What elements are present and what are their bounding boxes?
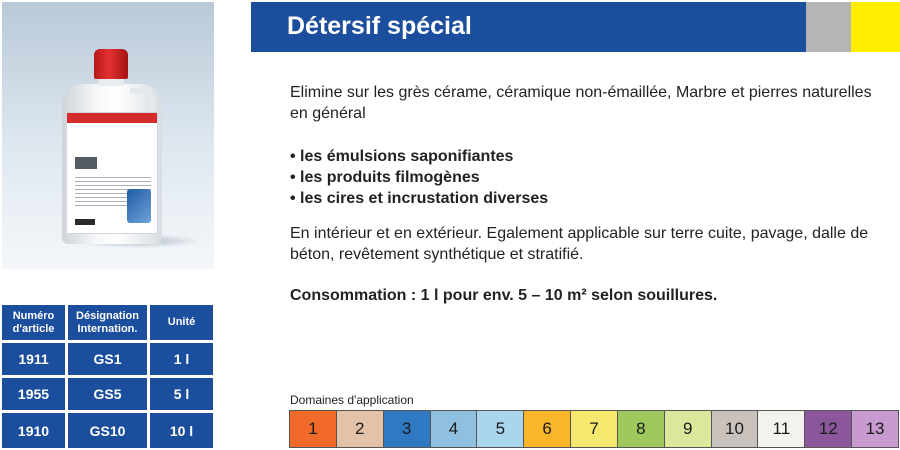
unit-cell: 10 l xyxy=(169,422,194,439)
unit-cell: 5 l xyxy=(150,378,213,413)
header-designation: Désignation Internation. xyxy=(68,305,150,343)
domain-cell-4: 4 xyxy=(431,411,478,447)
product-image xyxy=(2,2,214,269)
domain-cell-5: 5 xyxy=(477,411,524,447)
article-number-cell: 1955 xyxy=(2,378,68,413)
domain-cell-9: 9 xyxy=(665,411,712,447)
domain-cell-1: 1 xyxy=(290,411,337,447)
bottle-label xyxy=(66,112,158,234)
bottle-label-band xyxy=(67,113,157,123)
article-number-cell: 1911 xyxy=(2,343,68,378)
feature-item: • les produits filmogènes xyxy=(290,167,548,188)
article-table xyxy=(2,305,213,448)
table-row xyxy=(2,413,213,448)
header-article-number: Numéro d'article xyxy=(2,305,68,343)
designation-cell: GS5 xyxy=(68,378,150,413)
domain-cell-12: 12 xyxy=(805,411,852,447)
domain-cell-6: 6 xyxy=(524,411,571,447)
application-domains-label: Domaines d'application xyxy=(290,393,414,407)
feature-item: • les émulsions saponifiantes xyxy=(290,146,548,167)
domain-cell-2: 2 xyxy=(337,411,384,447)
unit-cell: 1 l xyxy=(150,343,213,378)
feature-list xyxy=(290,146,548,209)
domain-cell-3: 3 xyxy=(384,411,431,447)
bottle-label-box xyxy=(75,157,97,169)
consumption-text: Consommation : 1 l pour env. 5 – 10 m² selon souillures. xyxy=(290,287,718,304)
designation-cell: GS1 xyxy=(68,343,150,378)
header-unit: Unité xyxy=(150,305,213,343)
table-row xyxy=(2,343,213,378)
domain-cell-8: 8 xyxy=(618,411,665,447)
usage-text: En intérieur et en extérieur. Egalement applicable sur terre cuite, pavage, dalle de béton, revêtement synthétique et stratifié. xyxy=(290,225,869,263)
domain-cell-13: 13 xyxy=(852,411,898,447)
table-row xyxy=(2,378,213,413)
application-domains-bar xyxy=(289,410,899,448)
bottle-label-logo xyxy=(75,219,95,225)
gray-color-swatch xyxy=(806,2,851,52)
yellow-color-swatch xyxy=(851,2,900,52)
designation-cell: GS10 xyxy=(68,413,150,448)
domain-cell-7: 7 xyxy=(571,411,618,447)
bottle-cap xyxy=(94,49,128,79)
bottle-label-graphic xyxy=(127,189,151,223)
feature-item: • les cires et incrustation diverses xyxy=(290,188,548,209)
article-number-cell: 1910 xyxy=(2,413,68,448)
domain-cell-10: 10 xyxy=(712,411,759,447)
page-title: Détersif spécial xyxy=(287,12,472,40)
domain-cell-11: 11 xyxy=(758,411,805,447)
product-description: Elimine sur les grès cérame, céramique non-émaillée, Marbre et pierres naturelles en général xyxy=(290,84,872,122)
table-header-row xyxy=(2,305,213,343)
